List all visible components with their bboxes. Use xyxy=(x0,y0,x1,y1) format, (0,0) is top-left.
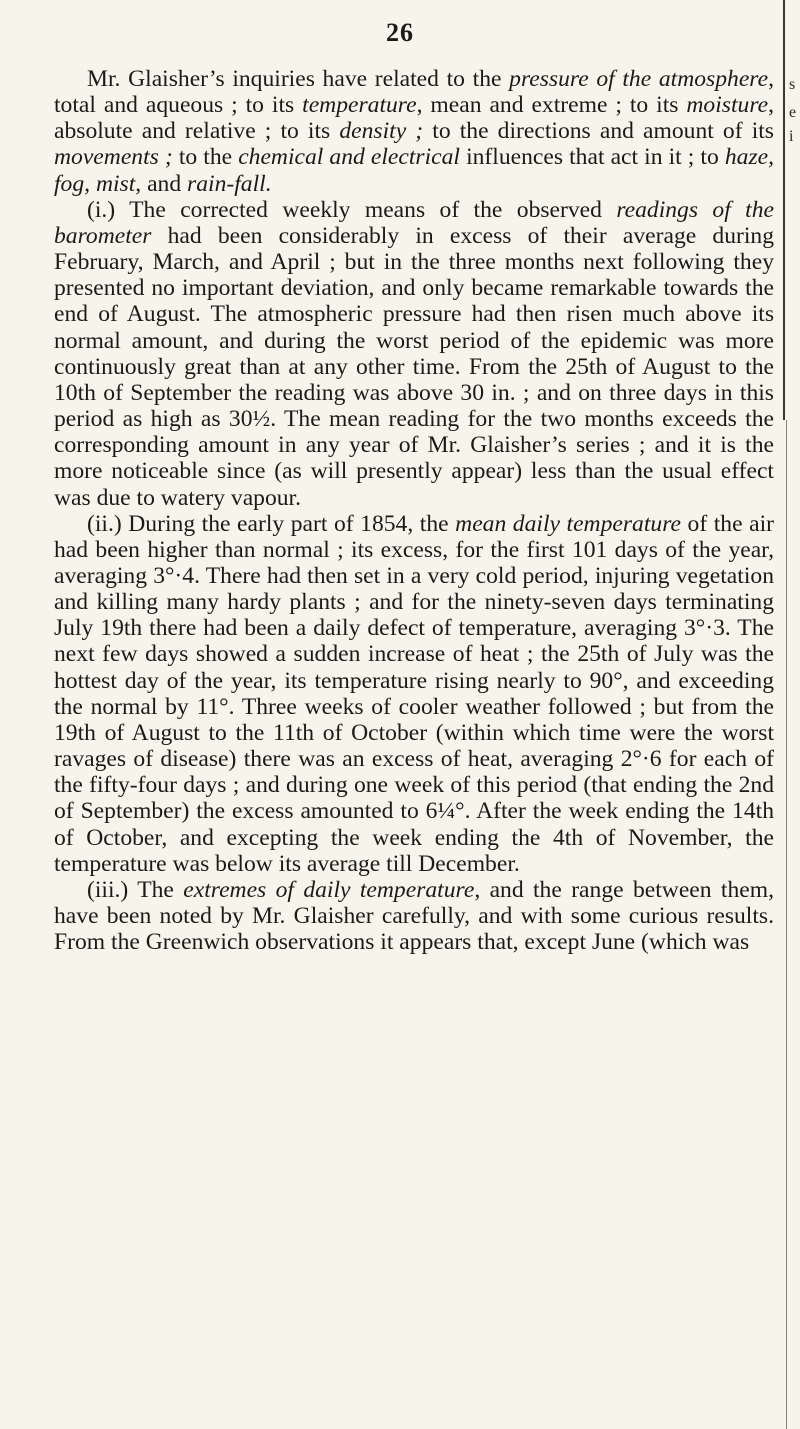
italic-text: rain-fall. xyxy=(187,170,272,197)
paragraph xyxy=(54,877,774,955)
italic-text: moisture xyxy=(686,92,769,119)
italic-text: haze, fog, mist xyxy=(54,144,775,197)
bleed-letter: s xyxy=(789,76,796,93)
italic-text: mean daily temperature xyxy=(455,510,681,537)
bleed-letter: e xyxy=(789,104,797,121)
text-run: Mr. Glaisher’s inquiries have related to the xyxy=(87,66,510,92)
text-run: (iii.) The xyxy=(87,876,184,903)
italic-text: readings of the barometer xyxy=(54,196,774,249)
text-run: , mean and extreme ; to its xyxy=(416,92,687,119)
page-number: 26 xyxy=(386,18,414,47)
page-edge-shadow xyxy=(783,0,785,420)
text-run: (ii.) During the early part of 1854, the xyxy=(87,510,456,537)
italic-text: extremes of daily temperature xyxy=(183,876,475,903)
paragraph xyxy=(54,197,774,511)
italic-text: temperature xyxy=(302,92,417,119)
body-text xyxy=(54,66,774,955)
text-run: influences that act in it ; to xyxy=(460,144,725,171)
text-run: (i.) The corrected weekly means of the observed xyxy=(87,196,617,223)
italic-text: pressure of the atmosphere xyxy=(509,66,769,92)
italic-text: chemical and electrical xyxy=(238,144,460,171)
text-run: had been considerably in excess of their average during February, March, and April ; but in the three months next following they presented no important deviation, and only became remarkable towards the end of August. The atmospheric pressure had then risen much above its normal amount, and during the worst period of the epidemic was more continuously great than at any other time. From the 25th of August to the 10th of September the reading was above 30 in. ; and on three days in this period as high as 30½. The mean reading for the two months exceeds the corresponding amount in any year of Mr. Glaisher’s series ; and it is the more noticeable since (as will presently appear) less than the usual effect was due to watery vapour. xyxy=(54,222,774,511)
text-run: , and xyxy=(135,170,188,197)
text-run: of the air had been higher than normal ; its excess, for the first 101 days of the year, averaging 3°·4. There had then set in a very cold period, injuring vegetation and killing many hardy plants ; and for the ninety-seven days terminating July 19th there had been a daily defect of temperature, averaging 3°·3. The next few days showed a sudden increase of heat ; the 25th of July was the hottest day of the year, its temperature rising nearly to 90°, and exceeding the normal by 11°. Three weeks of cooler weather followed ; but from the 19th of August to the 11th of October (within which time were the worst ravages of disease) there was an excess of heat, averaging 2°·6 for each of the fifty-four days ; and during one week of this period (that ending the 2nd of September) the excess amounted to 6¼°. After the week ending the 14th of October, and excepting the week ending the 4th of November, the temperature was below its average till December. xyxy=(54,510,774,877)
italic-text: movements ; xyxy=(54,144,173,171)
text-run: , and the range between them, have been noted by Mr. Glaisher carefully, and with some curious results. From the Greenwich observations it appears that, except June (which was xyxy=(54,876,774,956)
bleed-letter: i xyxy=(789,128,794,145)
paragraph xyxy=(54,66,774,197)
text-run: to the directions and amount of its xyxy=(423,118,774,145)
text-run: , total and aqueous ; to its xyxy=(54,66,774,119)
italic-text: density ; xyxy=(339,118,424,145)
page-edge-line xyxy=(786,420,787,1429)
paragraph xyxy=(54,511,774,877)
text-run: to the xyxy=(172,144,239,171)
text-run: , absolute and relative ; to its xyxy=(54,92,774,145)
